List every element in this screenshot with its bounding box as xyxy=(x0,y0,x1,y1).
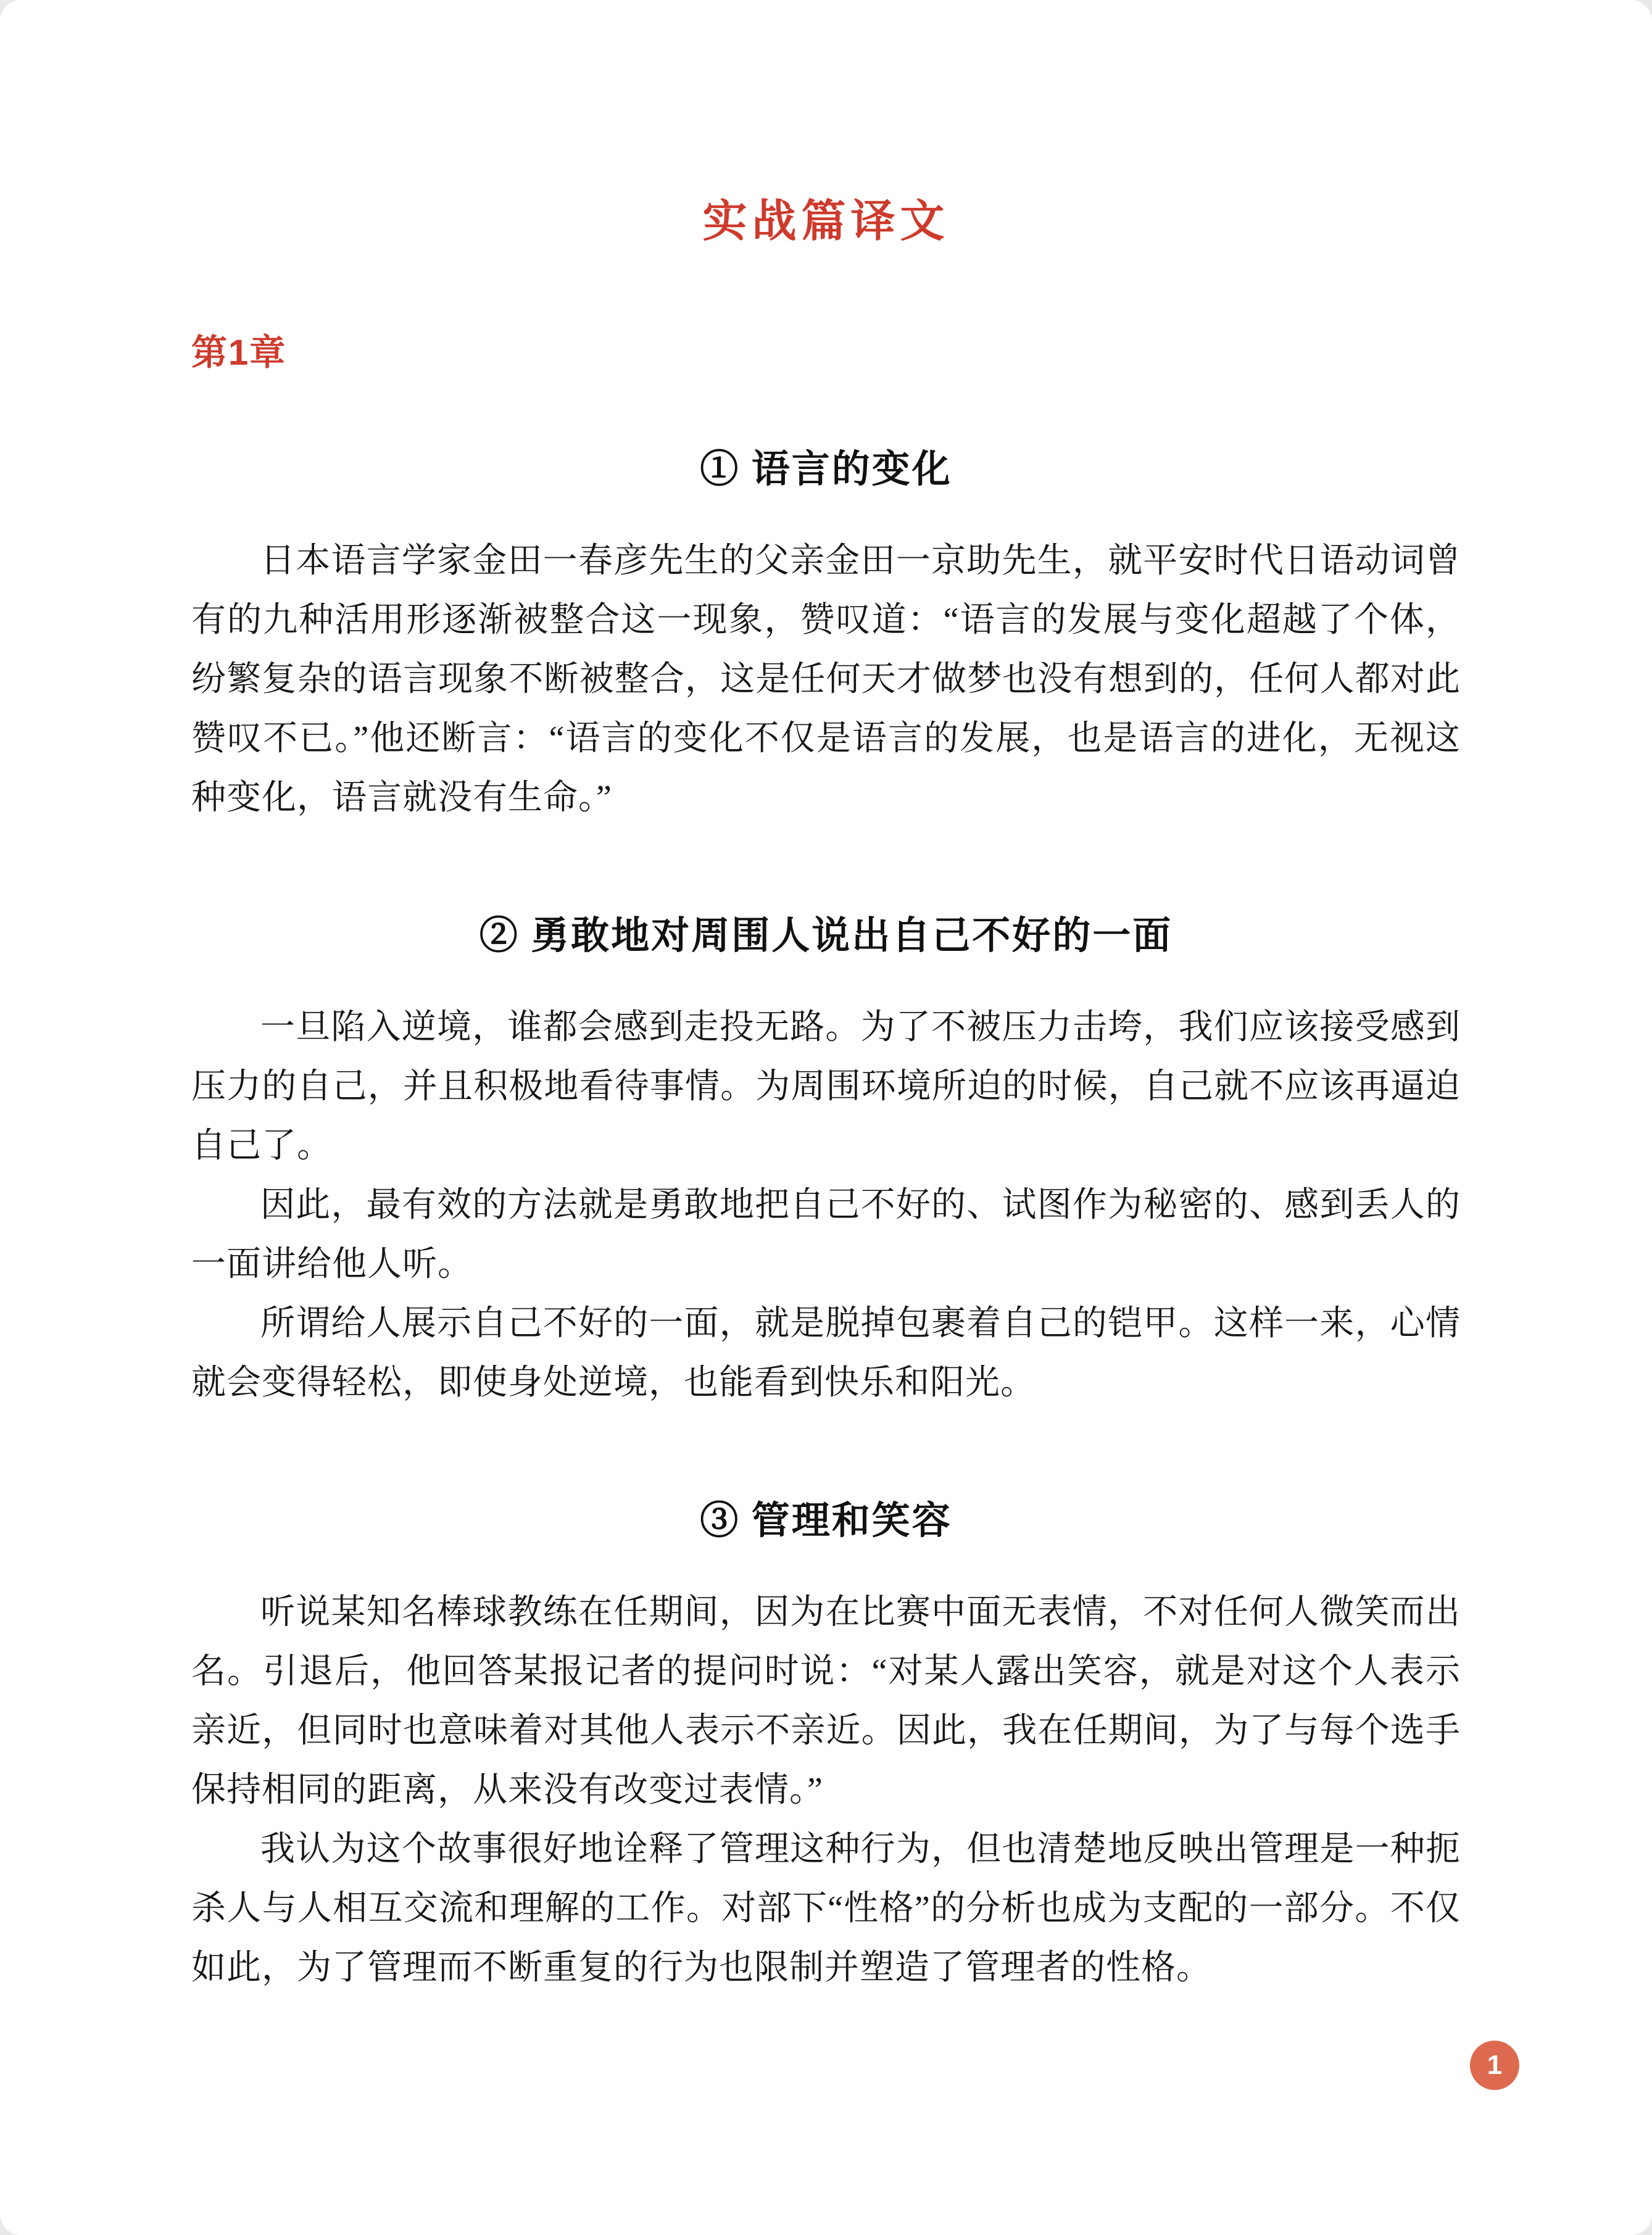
section-heading: ② 勇敢地对周围人说出自己不好的一面 xyxy=(479,915,1173,957)
paragraph: 因此，最有效的方法就是勇敢地把自己不好的、试图作为秘密的、感到丢人的一面讲给他人听。 xyxy=(191,1186,1461,1283)
section-management-smile xyxy=(191,1490,1461,1997)
section-speak-weakness xyxy=(191,905,1461,1412)
page-number: 1 xyxy=(1487,2050,1503,2080)
paragraph: 所谓给人展示自己不好的一面，就是脱掉包裹着自己的铠甲。这样一来，心情就会变得轻松，即使身处逆境，也能看到快乐和阳光。 xyxy=(191,1304,1461,1402)
paragraph: 听说某知名棒球教练在任期间，因为在比赛中面无表情，不对任何人微笑而出名。引退后，他回答某报记者的提问时说：“对某人露出笑容，就是对这个人表示亲近，但同时也意味着对其他人表示不亲近。因此，我在任期间，为了与每个选手保持相同的距离，从来没有改变过表情。” xyxy=(191,1593,1461,1809)
paragraph: 我认为这个故事很好地诠释了管理这种行为，但也清楚地反映出管理是一种扼杀人与人相互交流和理解的工作。对部下“性格”的分析也成为支配的一部分。不仅如此，为了管理而不断重复的行为也限制并塑造了管理者的性格。 xyxy=(191,1830,1461,1987)
paragraph: 日本语言学家金田一春彦先生的父亲金田一京助先生，就平安时代日语动词曾有的九种活用形逐渐被整合这一现象，赞叹道：“语言的发展与变化超越了个体，纷繁复杂的语言现象不断被整合，这是任何天才做梦也没有想到的，任何人都对此赞叹不已。”他还断言：“语言的变化不仅是语言的发展，也是语言的进化，无视这种变化，语言就没有生命。” xyxy=(191,542,1461,817)
chapter-label: 第1章 xyxy=(191,333,287,373)
section-language-change xyxy=(191,438,1461,827)
page-title: 实战篇译文 xyxy=(702,197,950,246)
section-heading: ① 语言的变化 xyxy=(700,449,952,491)
page-number-badge xyxy=(1470,2041,1519,2090)
paragraph: 一旦陷入逆境，谁都会感到走投无路。为了不被压力击垮，我们应该接受感到压力的自己，并且积极地看待事情。为周围环境所迫的时候，自己就不应该再逼迫自己了。 xyxy=(191,1008,1461,1165)
section-heading: ③ 管理和笑容 xyxy=(700,1500,952,1542)
